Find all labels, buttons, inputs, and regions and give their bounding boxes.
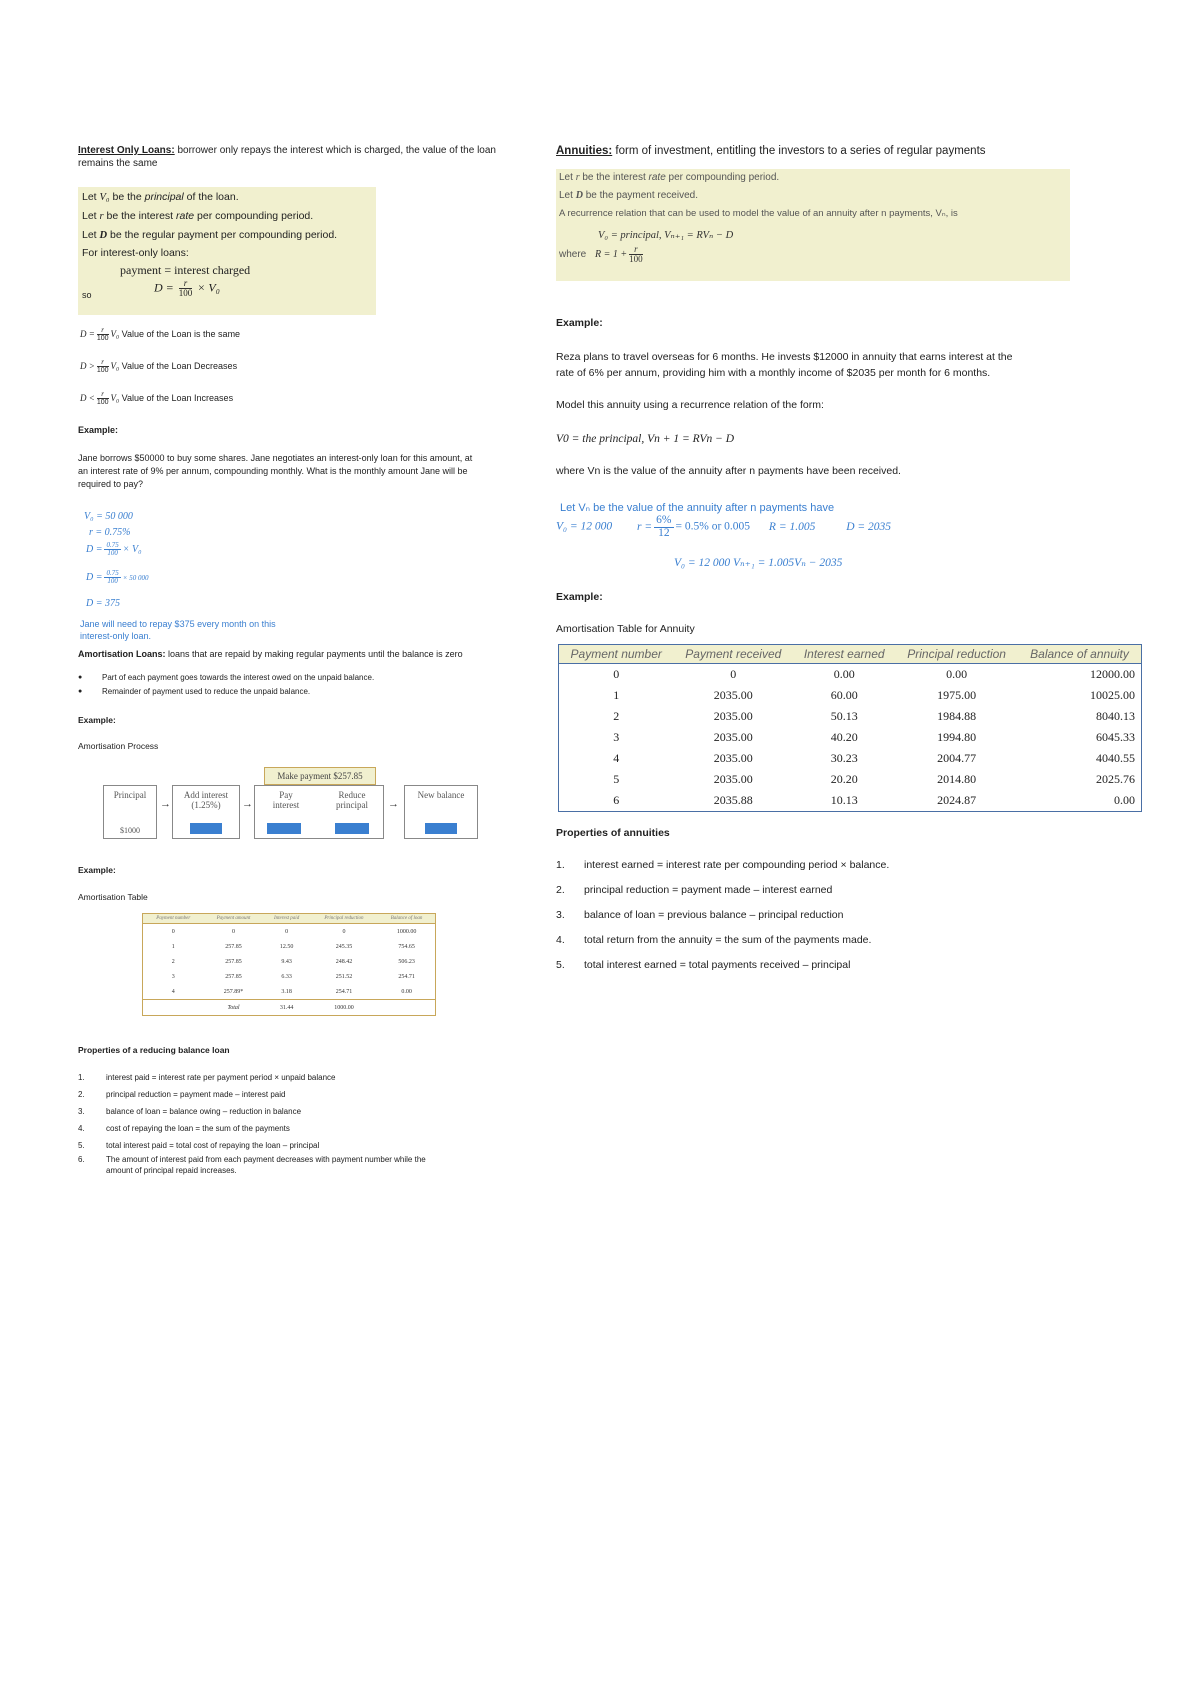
table-cell: 2035.00: [713, 688, 753, 702]
table-header-cell: Payment received: [673, 645, 793, 664]
table-cell: 0: [342, 928, 346, 935]
table-cell: 8040.13: [1096, 709, 1135, 723]
table-cell: 754.65: [398, 943, 415, 950]
table-cell: 0.00: [946, 667, 968, 681]
table-cell: 3: [613, 730, 620, 744]
solution-D-result: D = 375: [86, 598, 120, 609]
example-heading-3: Example:: [78, 865, 116, 875]
table-row: [143, 969, 436, 984]
annuities-definition-box: [556, 169, 1070, 281]
table-body: [143, 924, 436, 1016]
list-text: interest earned = interest rate per compounding period × balance.: [584, 859, 890, 871]
example1-question-2: an interest rate of 9% per annum, compounding monthly. What is the monthly amount Jane will be: [78, 466, 468, 476]
list-number: 1.: [78, 1073, 85, 1082]
list-text: balance of loan = previous balance – principal reduction: [584, 909, 844, 921]
annuity-example-p3: Model this annuity using a recurrence relation of the form:: [556, 399, 824, 411]
annuity-def-rate: Let r be the interest rate per compounding period.: [559, 172, 780, 183]
table-header-cell: Balance of annuity: [1018, 645, 1141, 664]
table-cell: 0: [730, 667, 737, 681]
table-header-cell: Balance of loan: [378, 914, 435, 924]
table-cell: 6045.33: [1096, 730, 1135, 744]
list-item: [78, 1103, 518, 1120]
table-cell: 2035.00: [713, 709, 753, 723]
list-text: principal reduction = payment made – interest earned: [584, 884, 833, 896]
interest-only-definition-box: [78, 187, 376, 315]
table-cell: 50.13: [830, 709, 858, 723]
arrow-icon: →: [388, 798, 399, 810]
list-text-cont: amount of principal repaid increases.: [106, 1166, 237, 1175]
def-eq-D: D = $\frac{r}{100}$ × V₀: [154, 278, 220, 298]
annuities-title: Annuities:: [556, 145, 613, 157]
example-heading-1: Example:: [78, 425, 119, 435]
annuity-amortisation-table: [558, 644, 1142, 812]
example1-question-1: Jane borrows $50000 to buy some shares. Jane negotiates an interest-only loan for this amount, at: [78, 453, 473, 463]
table-cell: 30.23: [830, 751, 858, 765]
table-row: [143, 984, 436, 1000]
table-cell: 2: [171, 958, 175, 965]
list-item: ● Part of each payment goes towards the interest owed on the unpaid balance.: [78, 671, 548, 685]
fraction: $\frac{6\%}{12}$: [656, 514, 672, 539]
annuity-def-where: where R = 1 + $\frac{r}{100}$: [559, 244, 643, 264]
list-text: interest paid = interest rate per payment period × unpaid balance: [106, 1073, 336, 1082]
list-text: total interest earned = total payments received – principal: [584, 959, 851, 971]
diagram-block: [425, 823, 457, 834]
table-header-cell: Payment amount: [204, 914, 264, 924]
table-cell: 3: [171, 973, 175, 980]
table-cell: 0: [285, 928, 289, 935]
table-row: [143, 939, 436, 954]
table-cell: 257.89*: [223, 988, 244, 995]
reducing-props-title: Properties of a reducing balance loan: [78, 1045, 230, 1055]
fraction: $\frac{0.75}{100}$: [106, 569, 119, 585]
annuity-solution-2: V₀ = 12 000 r = $\frac{6\%}{12}$ = 0.5% or 0.005 R = 1.005 D = 2035: [556, 514, 892, 539]
diagram-new-balance-box: New balance: [404, 785, 478, 839]
table-cell: 10025.00: [1090, 688, 1135, 702]
table-row: [143, 954, 436, 969]
table-cell: 2035.00: [713, 772, 753, 786]
diagram-block: [335, 823, 369, 834]
table-cell: 0.00: [833, 667, 855, 681]
fraction: $\frac{r}{100}$: [629, 244, 643, 264]
diagram-make-payment-header: Make payment $257.85: [264, 767, 376, 785]
solution-D-formula: D = $\frac{0.75}{100}$ × V₀: [86, 541, 142, 557]
list-number: 2.: [556, 884, 565, 896]
list-text: balance of loan = balance owing – reduction in balance: [106, 1107, 302, 1116]
list-number: 4.: [556, 934, 565, 946]
list-item: [78, 1086, 518, 1103]
table-header-cell: Payment number: [559, 645, 674, 664]
diagram-block: [190, 823, 222, 834]
interest-only-heading: [78, 145, 496, 156]
table-cell: 6.33: [281, 973, 292, 980]
annuity-table-label: Amortisation Table for Annuity: [556, 623, 695, 635]
arrow-icon: →: [160, 798, 171, 810]
table-total-interest: 31.44: [263, 1000, 309, 1016]
list-text: total interest paid = total cost of repaying the loan – principal: [106, 1141, 320, 1150]
interest-only-desc: borrower only repays the interest which is charged, the value of the loan: [174, 145, 496, 156]
table-header-cell: Principal reduction: [895, 645, 1018, 664]
table-cell: 5: [613, 772, 620, 786]
table-cell: 251.52: [335, 973, 353, 980]
table-row: [559, 664, 1142, 686]
table-cell: 40.20: [830, 730, 858, 744]
list-text: principal reduction = payment made – interest paid: [106, 1090, 286, 1099]
annuity-solution-3: V₀ = 12 000 Vₙ₊₁ = 1.005Vₙ − 2035: [674, 557, 843, 569]
table-cell: 257.85: [225, 943, 242, 950]
list-text: cost of repaying the loan = the sum of the payments: [106, 1124, 290, 1133]
diagram-make-payment-box: Pay interest Reduce principal: [254, 785, 384, 839]
amortisation-heading: [78, 649, 463, 659]
annuity-def-payment: Let D be the payment received.: [559, 190, 698, 201]
example-heading-2: Example:: [78, 715, 116, 725]
table-header-cell: Principal reduction: [310, 914, 378, 924]
list-number: 6.: [78, 1155, 85, 1164]
list-item: [556, 878, 1136, 903]
table-cell: 2014.80: [937, 772, 977, 786]
table-cell: 1975.00: [937, 688, 977, 702]
table-row: [559, 685, 1142, 706]
table-cell: 257.85: [225, 958, 242, 965]
list-item: [78, 1120, 518, 1137]
table-cell: 248.42: [335, 958, 353, 965]
table-cell: 12000.00: [1090, 667, 1135, 681]
interest-only-desc-cont: remains the same: [78, 158, 158, 169]
diagram-principal-box: Principal $1000: [103, 785, 157, 839]
table-cell: 3.18: [281, 988, 292, 995]
amortisation-bullets: [78, 671, 548, 699]
list-item: [556, 903, 1136, 928]
def-eq-payment: payment = interest charged: [120, 263, 251, 277]
table-row: [559, 727, 1142, 748]
table-cell: 2035.00: [713, 751, 753, 765]
def-line-principal: Let V₀ be the principal of the loan.: [82, 191, 239, 203]
def-so: so: [82, 290, 92, 300]
table-cell: 2035.00: [713, 730, 753, 744]
table-header-cell: Interest paid: [263, 914, 309, 924]
table-cell: 10.13: [830, 793, 858, 807]
table-cell: 506.23: [398, 958, 415, 965]
list-number: 1.: [556, 859, 565, 871]
fraction: $\frac{0.75}{100}$: [106, 541, 119, 557]
list-number: 5.: [556, 959, 565, 971]
amortisation-desc: loans that are repaid by making regular payments until the balance is zero: [165, 649, 463, 659]
amortisation-table: [142, 913, 436, 1016]
table-cell: 1: [171, 943, 175, 950]
table-cell: 2035.88: [713, 793, 753, 807]
interest-only-title: Interest Only Loans:: [78, 145, 175, 156]
diagram-add-interest-box: Add interest (1.25%): [172, 785, 240, 839]
arrow-icon: →: [242, 798, 253, 810]
table-cell: 60.00: [830, 688, 858, 702]
list-text: total return from the annuity = the sum of the payments made.: [584, 934, 872, 946]
list-item: [78, 1154, 518, 1176]
annuity-example-p2: rate of 6% per annum, providing him with a monthly income of $2035 per month for 6 months.: [556, 367, 991, 379]
list-number: 4.: [78, 1124, 85, 1133]
list-item: ● Remainder of payment used to reduce the unpaid balance.: [78, 685, 548, 699]
table-header-cell: Interest earned: [793, 645, 895, 664]
fraction: $\frac{r}{100}$: [178, 278, 193, 298]
table-total-label: Total: [204, 1000, 264, 1016]
annuity-def-recurrence: A recurrence relation that can be used to model the value of an annuity after n payments, Vₙ, is: [559, 208, 958, 219]
def-line-payment: Let D be the regular payment per compounding period.: [82, 229, 338, 241]
condition-same: D = $\frac{r}{100}$ V₀ Value of the Loan is the same: [80, 326, 241, 342]
list-text: The amount of interest paid from each payment decreases with payment number while the: [106, 1155, 426, 1164]
annuity-example-p4: where Vn is the value of the annuity after n payments have been received.: [556, 465, 901, 477]
list-number: 3.: [78, 1107, 85, 1116]
annuity-solution-1: Let Vₙ be the value of the annuity after n payments have: [560, 502, 835, 514]
table-cell: 0.00: [401, 988, 412, 995]
annuity-example-form: V0 = the principal, Vn + 1 = RVn − D: [556, 433, 735, 445]
table-cell: 2025.76: [1096, 772, 1135, 786]
def-line-for: For interest-only loans:: [82, 247, 189, 259]
table-cell: 254.71: [398, 973, 415, 980]
table-cell: [143, 1000, 204, 1016]
table-cell: 245.35: [335, 943, 353, 950]
table-row: [559, 748, 1142, 769]
annuity-def-eq: V₀ = principal, Vₙ₊₁ = RVₙ − D: [598, 230, 734, 241]
reducing-props-list: [78, 1069, 518, 1176]
list-item: [78, 1069, 518, 1086]
list-item: [78, 1137, 518, 1154]
fraction: $\frac{r}{100}$: [96, 358, 109, 374]
annuity-example-p1: Reza plans to travel overseas for 6 months. He invests $12000 in annuity that earns interest at the: [556, 351, 1013, 363]
annuities-desc: form of investment, entitling the investors to a series of regular payments: [612, 145, 986, 157]
table-cell: 2004.77: [937, 751, 977, 765]
table-total-row: [143, 1000, 436, 1016]
table-cell: 257.85: [225, 973, 242, 980]
table-cell: 0: [232, 928, 235, 935]
table-row: [559, 790, 1142, 812]
annuity-example-heading-1: Example:: [556, 317, 603, 329]
table-row: [559, 769, 1142, 790]
table-cell: 0: [613, 667, 620, 681]
table-cell: 254.71: [335, 988, 353, 995]
solution-r: r = 0.75%: [89, 527, 131, 538]
list-item: [556, 928, 1136, 953]
table-body: [559, 664, 1142, 812]
table-cell: 12.50: [279, 943, 294, 950]
table-cell: 4040.55: [1096, 751, 1135, 765]
table-cell: 4: [613, 751, 620, 765]
table-row: [559, 706, 1142, 727]
table-cell: 2024.87: [937, 793, 977, 807]
table-cell: 6: [613, 793, 620, 807]
list-number: 2.: [78, 1090, 85, 1099]
def-line-rate: Let r be the interest rate per compounding period.: [82, 210, 314, 222]
table-cell: 1994.80: [937, 730, 977, 744]
annuity-props-list: [556, 853, 1136, 978]
table-cell: 0.00: [1114, 793, 1135, 807]
table-header-cell: Payment number: [143, 914, 204, 924]
list-number: 3.: [556, 909, 565, 921]
table-row: [143, 924, 436, 940]
table-cell: [378, 1000, 435, 1016]
amortisation-table-label: Amortisation Table: [78, 892, 148, 902]
table-total-principal: 1000.00: [310, 1000, 378, 1016]
fraction: $\frac{r}{100}$: [96, 326, 109, 342]
table-header-row: [559, 645, 1142, 664]
table-cell: 0: [171, 928, 175, 935]
table-cell: 20.20: [830, 772, 858, 786]
solution-D-substituted: D = $\frac{0.75}{100}$ × 50 000: [86, 569, 149, 585]
solution-answer-1: Jane will need to repay $375 every month on this: [80, 619, 276, 629]
amortisation-title: Amortisation Loans:: [78, 649, 166, 659]
table-header-row: [143, 914, 436, 924]
condition-increases: D < $\frac{r}{100}$ V₀ Value of the Loan Increases: [80, 390, 234, 406]
table-cell: 9.43: [281, 958, 292, 965]
list-item: [556, 953, 1136, 978]
fraction: $\frac{r}{100}$: [96, 390, 109, 406]
table-cell: 1000.00: [396, 928, 417, 935]
annuities-heading: [556, 145, 986, 157]
list-item: [556, 853, 1136, 878]
condition-decreases: D > $\frac{r}{100}$ V₀ Value of the Loan Decreases: [80, 358, 238, 374]
diagram-block: [267, 823, 301, 834]
solution-V0: V₀ = 50 000: [84, 511, 133, 522]
annuity-example-heading-2: Example:: [556, 591, 603, 603]
solution-answer-2: interest-only loan.: [80, 631, 152, 641]
list-number: 5.: [78, 1141, 85, 1150]
table-cell: 1984.88: [937, 709, 977, 723]
table-cell: 2: [613, 709, 620, 723]
amortisation-process-label: Amortisation Process: [78, 741, 159, 751]
table-cell: 4: [171, 988, 175, 995]
table-cell: 1: [613, 688, 620, 702]
annuity-props-title: Properties of annuities: [556, 827, 670, 839]
example1-question-3: required to pay?: [78, 479, 144, 489]
